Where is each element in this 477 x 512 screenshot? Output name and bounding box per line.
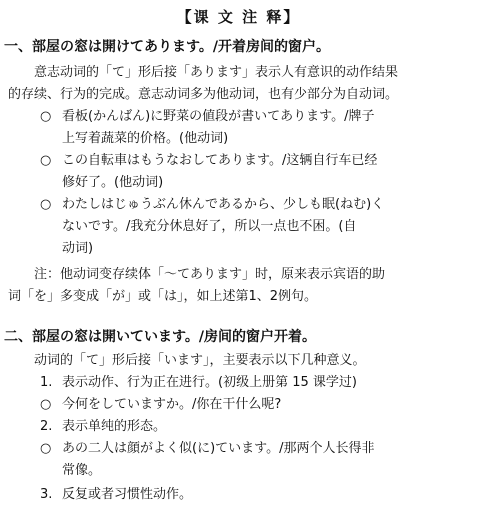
page-title: 【课 文 注 释】 (176, 8, 301, 26)
example-4: ○ 今何をしていますか。/你在干什么呢? (40, 397, 282, 412)
note-line2: 词「を」多变成「が」或「は」，如上述第1、2例句。 (8, 289, 318, 304)
bullet-circle-icon: ○ (40, 153, 52, 168)
bullet-circle-icon: ○ (40, 397, 52, 412)
example-2-line2: 修好了。(他动词) (62, 175, 164, 190)
example-3-line3: 动词) (62, 241, 94, 256)
meaning-item-1: 1. 表示动作、行为正在进行。(初级上册第 15 课学过) (40, 375, 357, 390)
example-1-line2: 上写着蔬菜的价格。(他动词) (62, 131, 229, 146)
section2-heading: 二、部屋の窓は開いています。/房间的窗户开着。 (4, 329, 316, 345)
bullet-circle-icon: ○ (40, 197, 52, 212)
meaning-item-3: 3. 反复或者习惯性动作。 (40, 487, 193, 502)
example-1 (40, 108, 374, 126)
section1-heading: 一、部屋の窓は開けてあります。/开着房间的窗户。 (4, 39, 330, 55)
example-3-line1: わたしはじゅうぶん休んであるから、少しも眠(ねむ)く (62, 197, 385, 212)
example-2 (40, 152, 377, 170)
example-2-line1: この自転車はもうなおしてあります。/这辆自行车已经 (62, 153, 378, 168)
section1-explain-line1: 意志动词的「て」形后接「あります」表示人有意识的动作结果 (34, 65, 399, 80)
note-line1: 注：他动词变存续体「～てあります」时，原来表示宾语的助 (34, 267, 386, 282)
example-3 (40, 196, 384, 214)
example-3-line2: ないです。/我充分休息好了，所以一点也不困。(自 (62, 219, 357, 234)
section2-explain-line1: 动词的「て」形后接「います」，主要表示以下几种意义。 (34, 353, 366, 368)
bullet-circle-icon: ○ (40, 109, 52, 124)
example-5: ○ あの二人は顔がよく似(に)ています。/那两个人长得非 (40, 441, 375, 456)
bullet-circle-icon: ○ (40, 441, 52, 456)
example-5-line2: 常像。 (62, 463, 102, 478)
example-1-line1: 看板(かんばん)に野菜の値段が書いてあります。/牌子 (62, 109, 375, 124)
meaning-item-2: 2. 表示单纯的形态。 (40, 419, 167, 434)
section1-explain-line2: 的存续、行为的完成。意志动词多为他动词，也有少部分为自动词。 (8, 87, 399, 102)
